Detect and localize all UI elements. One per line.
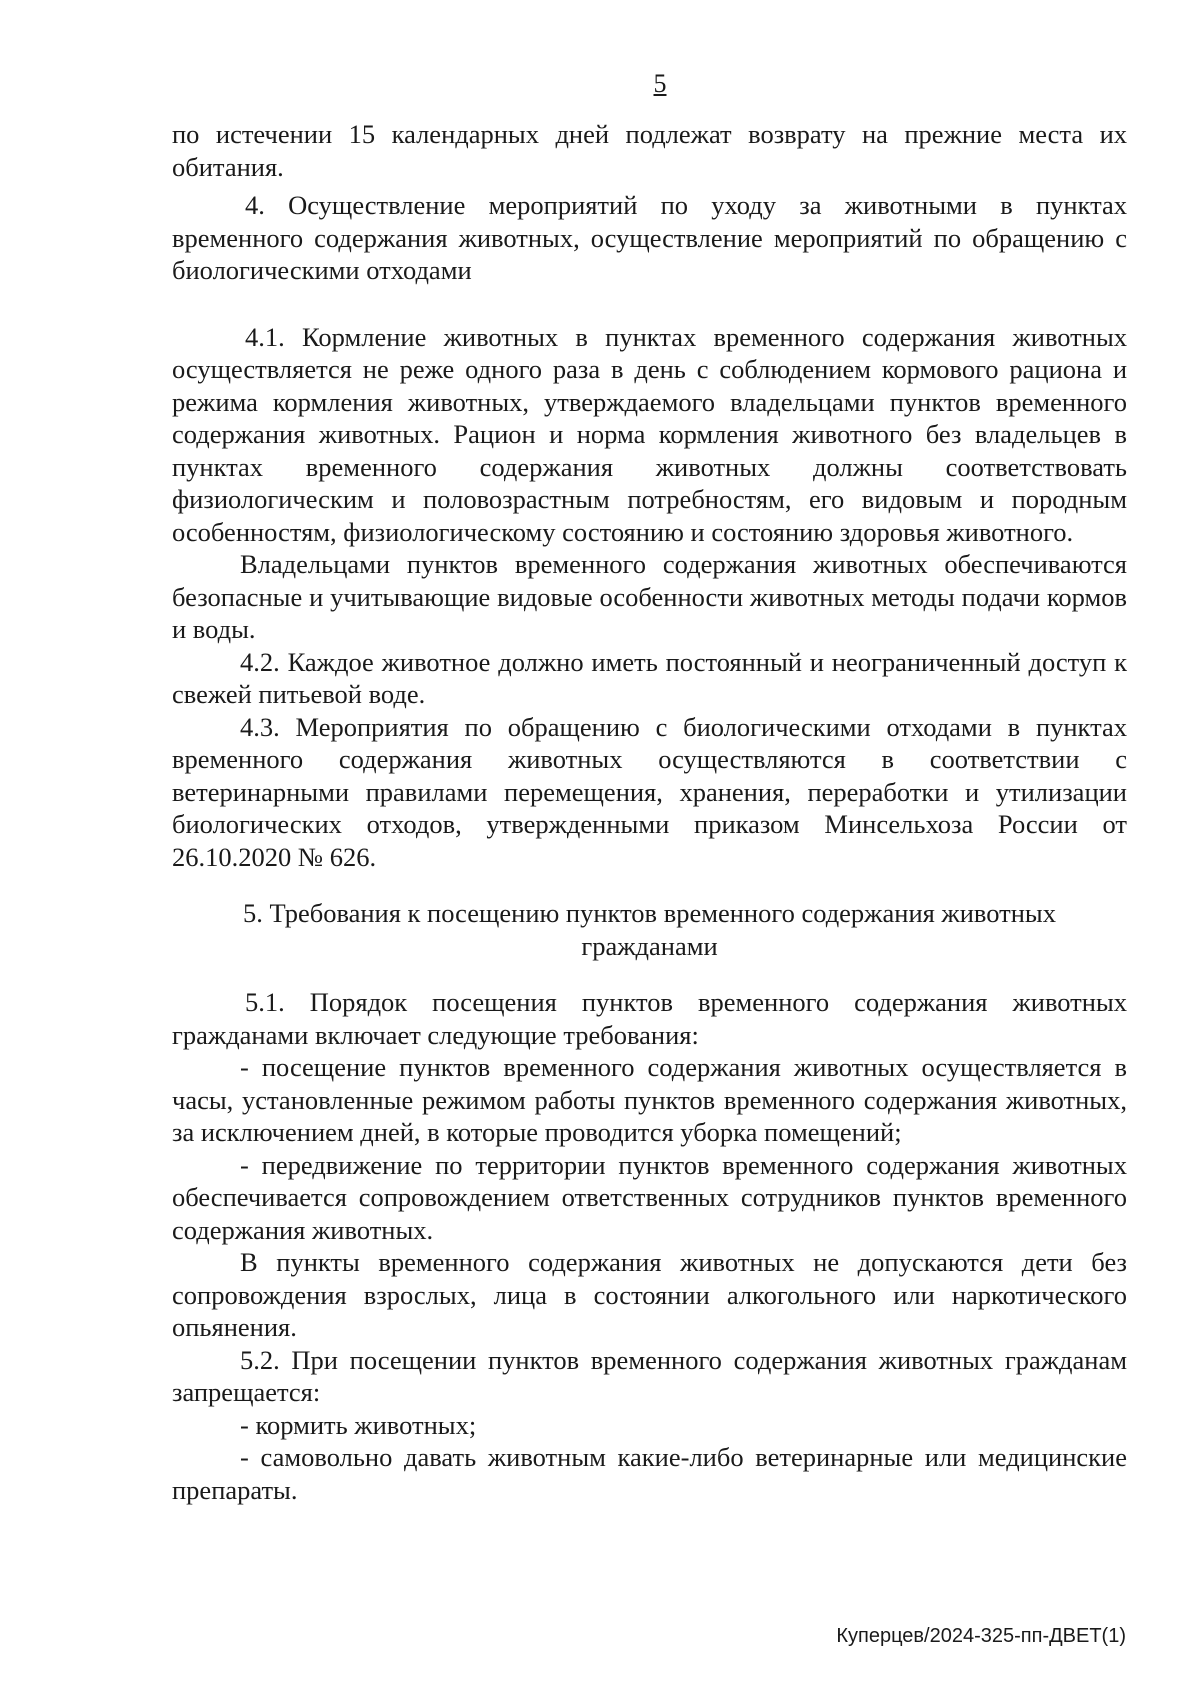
paragraph-4-1: 4.1. Кормление животных в пунктах временного содержания животных осуществляется не реже одного раза в день с соблюдением кормового рациона и режима кормления животных, утверждаемого владельцами пунктов временного содержания животных. Рацион и норма кормления животного без владельцев в пунктах временного содержания животных должны соответствовать физиологическим и половозрастным потребностям, его видовым и породным особенностям, физиологическому состоянию и состоянию здоровья животного.	[172, 321, 1127, 547]
section-4-heading: 4. Осуществление мероприятий по уходу за животными в пунктах временного содержания животных, осуществление мероприятий по обращению с биологическими отходами	[172, 190, 1127, 285]
paragraph-4-3: 4.3. Мероприятия по обращению с биологическими отходами в пунктах временного содержания животных осуществляются в соответствии с ветеринарными правилами перемещения, хранения, переработки и утилизации биологических отходов, утвержденными приказом Минсельхоза России от 26.10.2020 № 626.	[172, 711, 1127, 872]
paragraph-5-1: 5.1. Порядок посещения пунктов временного содержания животных гражданами включает следующие требования:	[172, 987, 1127, 1050]
section-5-heading-line2: гражданами	[581, 930, 718, 961]
paragraph-5-2: 5.2. При посещении пунктов временного содержания животных гражданам запрещается:	[172, 1344, 1127, 1407]
section-5-heading-line1: 5. Требования к посещению пунктов временного содержания животных	[243, 898, 1056, 928]
document-body	[172, 118, 1127, 1506]
list-item-no-medication: - самовольно давать животным какие-либо ветеринарные или медицинские препараты.	[172, 1442, 1127, 1505]
paragraph-4-1-owners: Владельцами пунктов временного содержания животных обеспечиваются безопасные и учитывающие видовые особенности животных методы подачи кормов и воды.	[172, 549, 1127, 644]
list-item-no-feeding: - кормить животных;	[240, 1409, 477, 1440]
document-code: Куперцев/2024-325-пп-ДВЕТ(1)	[836, 1625, 1126, 1647]
paragraph-5-1-restrictions: В пункты временного содержания животных не допускаются дети без сопровождения взрослых, лица в состоянии алкогольного или наркотического опьянения.	[172, 1247, 1127, 1342]
list-item-movement: - передвижение по территории пунктов временного содержания животных обеспечивается сопровождением ответственных сотрудников пунктов временного содержания животных.	[172, 1149, 1127, 1245]
paragraph-continuation: по истечении 15 календарных дней подлежат возврату на прежние места их обитания.	[172, 119, 1127, 182]
paragraph-4-2: 4.2. Каждое животное должно иметь постоянный и неограниченный доступ к свежей питьевой воде.	[172, 646, 1127, 709]
list-item-visit-hours: - посещение пунктов временного содержания животных осуществляется в часы, установленные режимом работы пунктов временного содержания животных, за исключением дней, в которые проводится уборка помещений;	[172, 1052, 1127, 1147]
page-number: 5	[653, 69, 667, 98]
